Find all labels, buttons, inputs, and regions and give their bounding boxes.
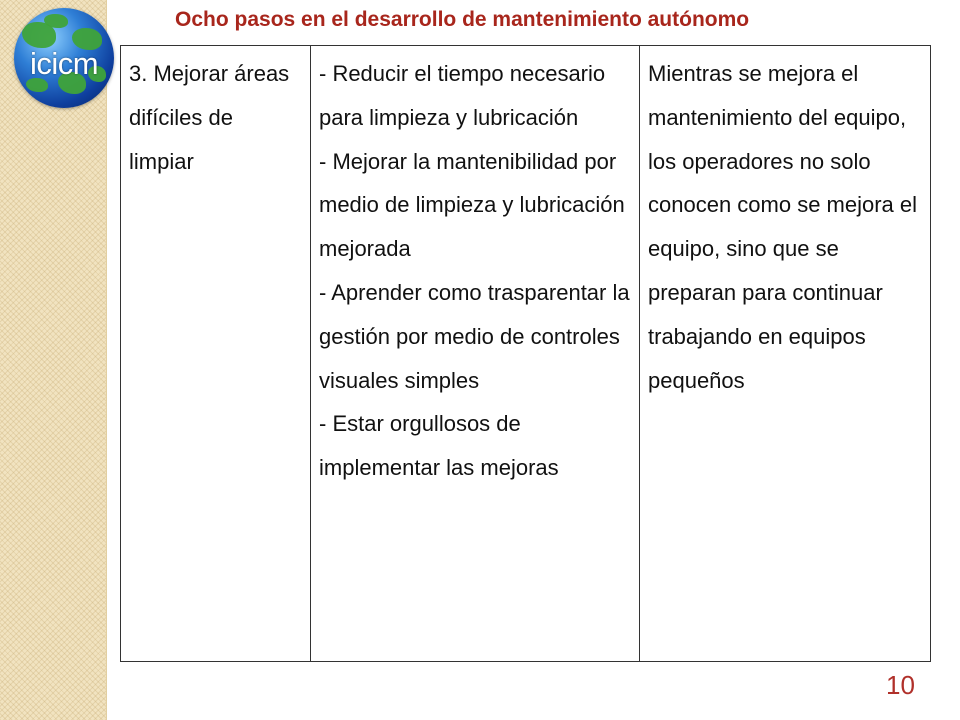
objective-item: - Reducir el tiempo necesario para limpieza y lubricación xyxy=(319,61,606,130)
objective-item: - Aprender como trasparentar la gestión por medio de controles visuales simples xyxy=(319,279,630,393)
globe-logo-icon xyxy=(14,8,114,108)
table-row xyxy=(121,46,931,662)
steps-table xyxy=(120,45,931,662)
objective-item: - Mejorar la mantenibilidad por medio de limpieza y lubricación mejorada xyxy=(319,148,625,262)
decorative-sidebar xyxy=(0,0,107,720)
step-text: 3. Mejorar áreas difíciles de limpiar xyxy=(129,61,290,174)
notes-text: Mientras se mejora el mantenimiento del equipo, los operadores no solo conocen como se mejora el equipo, sino que se preparan para continuar trabajando en equipos pequeños xyxy=(648,61,918,393)
objective-item: - Estar orgullosos de implementar las mejoras xyxy=(319,411,559,481)
notes-cell xyxy=(640,46,931,662)
step-cell xyxy=(121,46,311,662)
logo-text: icicm xyxy=(29,46,99,81)
page-number: 10 xyxy=(886,670,915,700)
objectives-cell xyxy=(311,46,640,662)
slide-title: Ocho pasos en el desarrollo de mantenimiento autónomo xyxy=(175,8,750,31)
